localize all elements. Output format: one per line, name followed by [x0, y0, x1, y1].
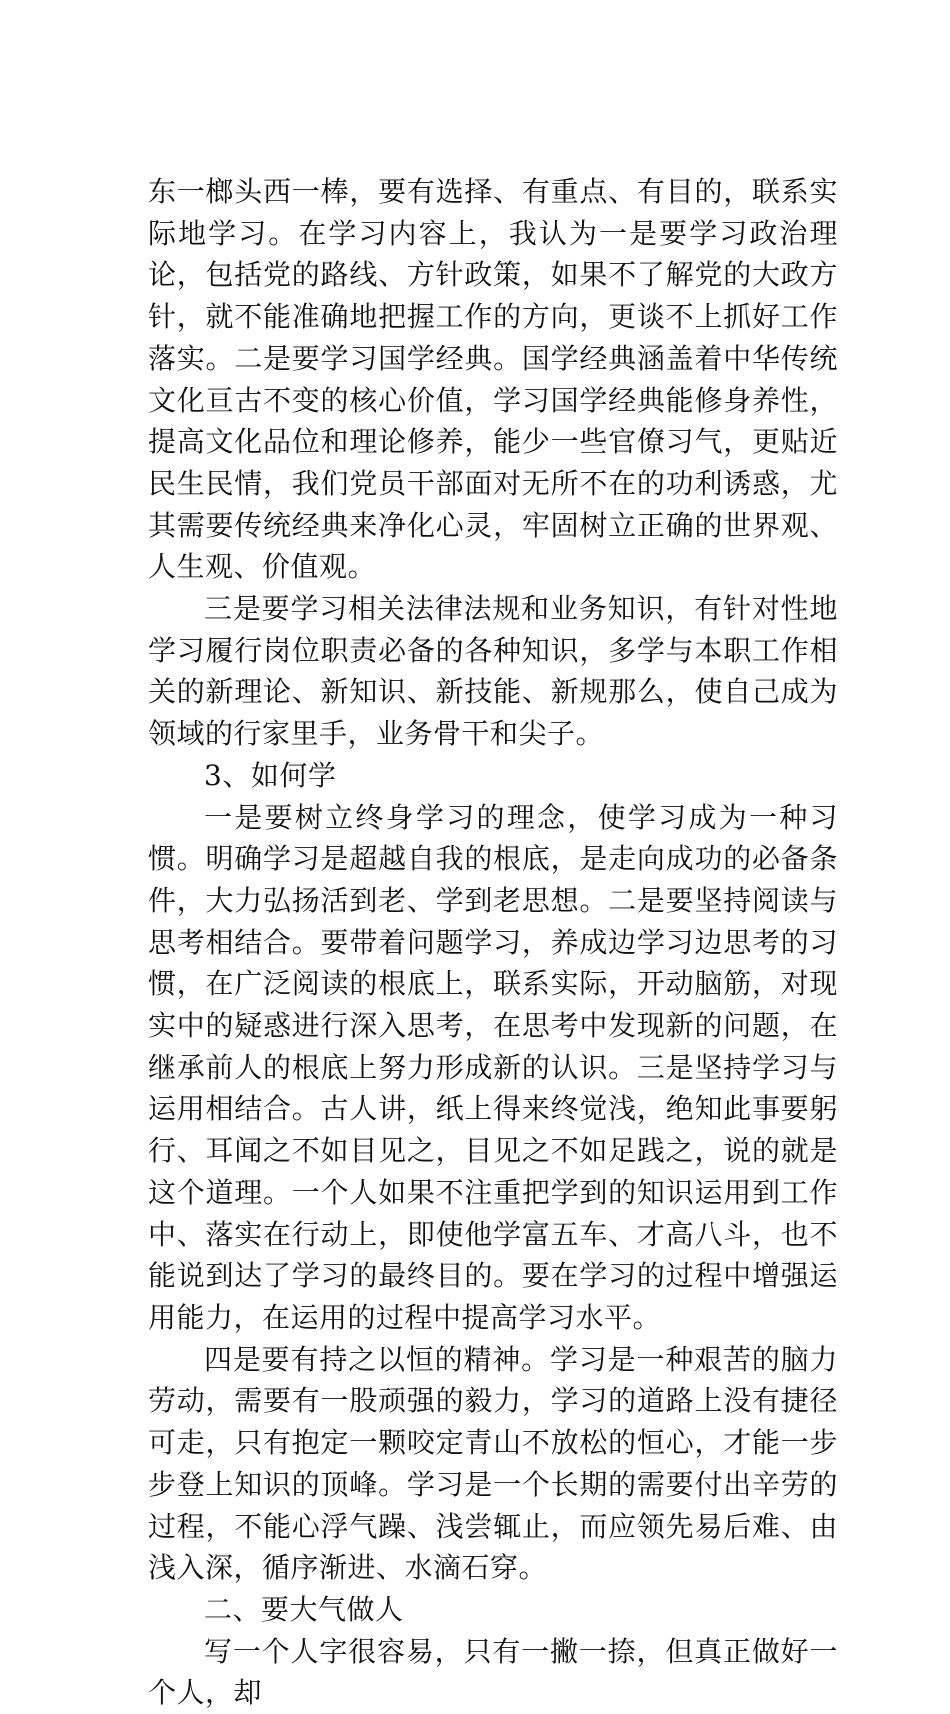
section-heading-how-to-learn: 3、如何学	[204, 758, 337, 792]
document-body	[148, 171, 838, 1714]
paragraph-learning-methods: 一是要树立终身学习的理念，使学习成为一种习惯。明确学习是超越自我的根底，是走向成功的必备条件，大力弘扬活到老、学到老思想。二是要坚持阅读与思考相结合。要带着问题学习，养成边学习边思考的习惯，在广泛阅读的根底上，联系实际，开动脑筋，对现实中的疑惑进行深入思考，在思考中发现新的问题，在继承前人的根底上努力形成新的认识。三是坚持学习与运用相结合。古人讲，纸上得来终觉浅，绝知此事要躬行、耳闻之不如目见之，目见之不如足践之，说的就是这个道理。一个人如果不注重把学到的知识运用到工作中、落实在行动上，即使他学富五车、才高八斗，也不能说到达了学习的最终目的。要在学习的过程中增强运用能力，在运用的过程中提高学习水平。	[148, 800, 838, 1334]
paragraph-perseverance: 四是要有持之以恒的精神。学习是一种艰苦的脑力劳动，需要有一股顽强的毅力，学习的道路上没有捷径可走，只有抱定一颗咬定青山不放松的恒心，才能一步步登上知识的顶峰。学习是一个长期的需要付出辛劳的过程，不能心浮气躁、浅尝辄止，而应领先易后难、由浅入深，循序渐进、水滴石穿。	[148, 1342, 838, 1585]
paragraph-study-content: 东一榔头西一棒，要有选择、有重点、有目的，联系实际地学习。在学习内容上，我认为一是要学习政治理论，包括党的路线、方针政策，如果不了解党的大政方针，就不能准确地把握工作的方向，更谈不上抓好工作落实。二是要学习国学经典。国学经典涵盖着中华传统文化亘古不变的核心价值，学习国学经典能修身养性，提高文化品位和理论修养，能少一些官僚习气，更贴近民生民情，我们党员干部面对无所不在的功利诱惑，尤其需要传统经典来净化心灵，牢固树立正确的世界观、人生观、价值观。	[148, 175, 838, 584]
paragraph-writing-person: 写一个人字很容易，只有一撇一捺，但真正做好一个人，却	[148, 1634, 838, 1710]
paragraph-laws-regulations: 三是要学习相关法律法规和业务知识，有针对性地学习履行岗位职责必备的各种知识，多学与本职工作相关的新理论、新知识、新技能、新规那么，使自己成为领域的行家里手，业务骨干和尖子。	[148, 592, 838, 751]
section-heading-be-magnanimous: 二、要大气做人	[204, 1592, 404, 1626]
